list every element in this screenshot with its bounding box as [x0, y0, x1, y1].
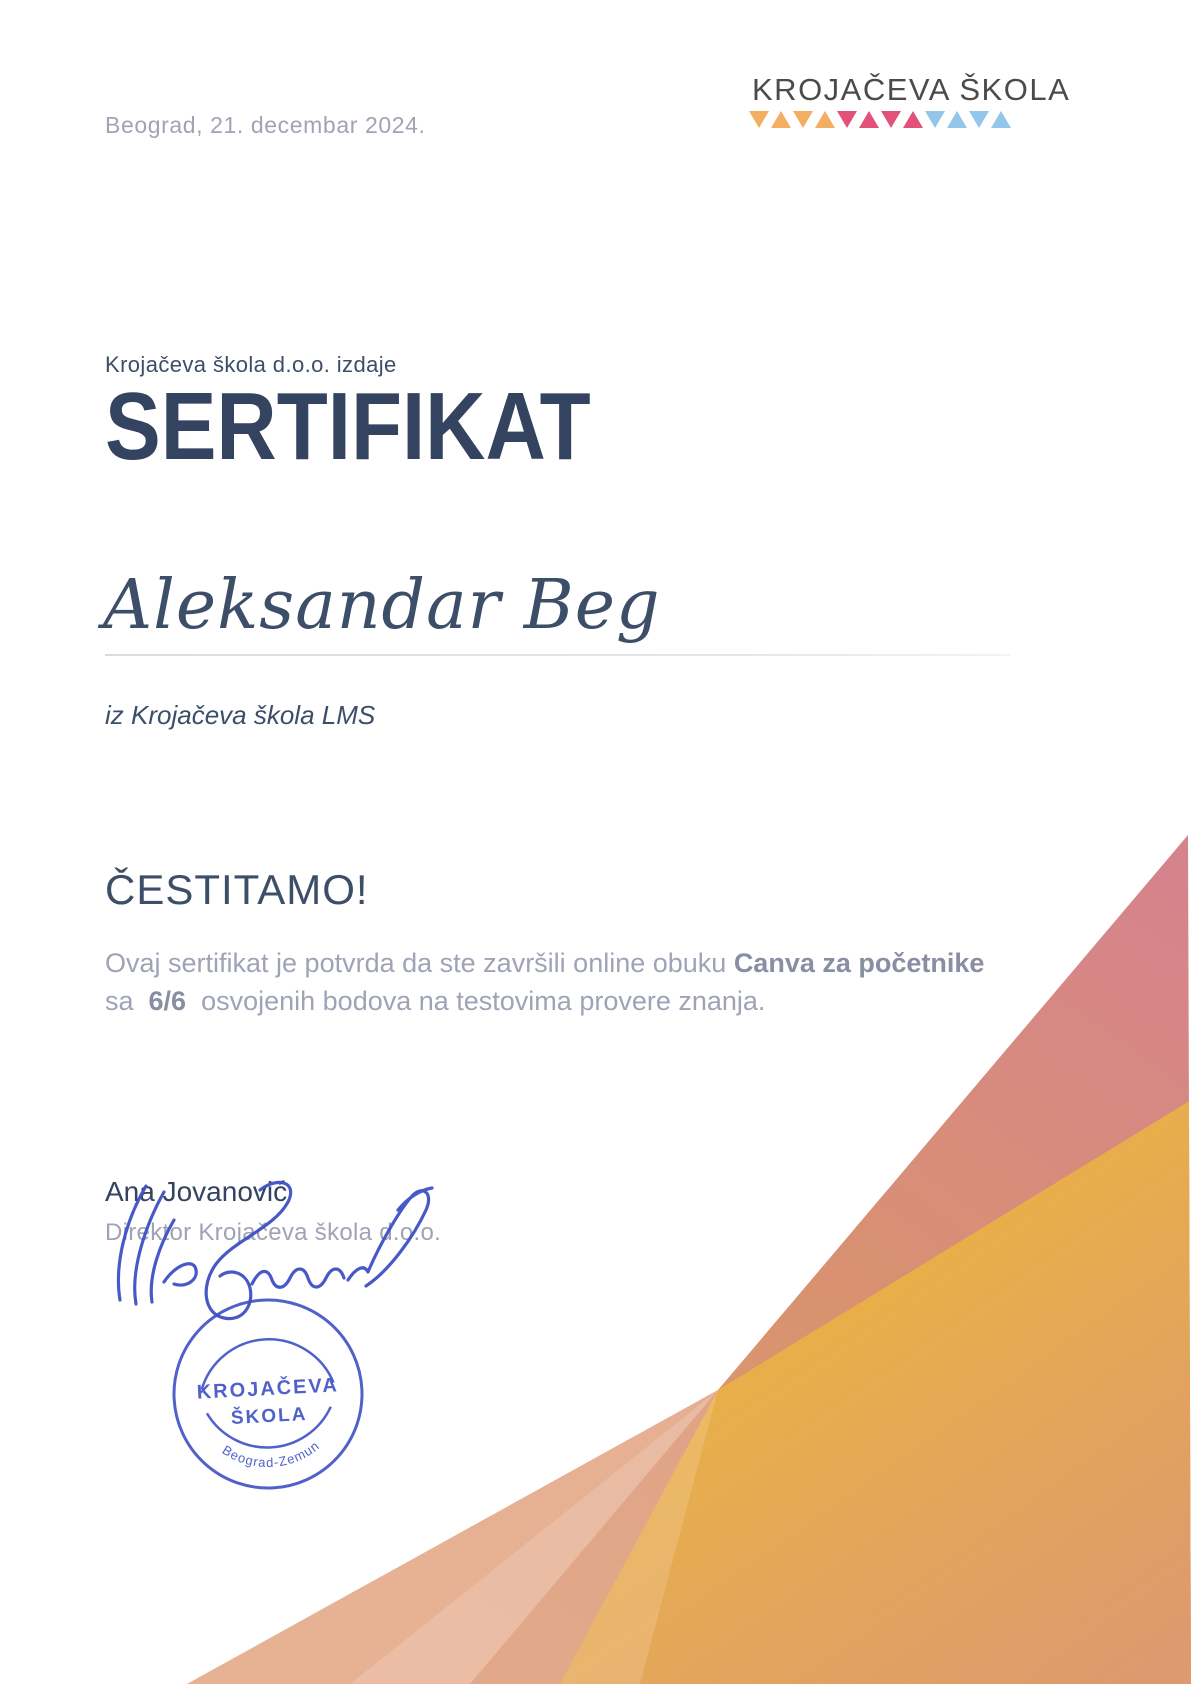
logo-triangle: [837, 111, 857, 128]
signature-stroke: [118, 1186, 174, 1304]
body-text-segment: Ovaj sertifikat je potvrda da ste završili online obuku: [105, 948, 734, 978]
score-value: 6/6: [148, 986, 187, 1016]
signature-stroke: [252, 1269, 344, 1287]
signature: [102, 1176, 438, 1344]
signature-stroke: [206, 1182, 291, 1318]
logo-triangle: [947, 111, 967, 128]
recipient-source: iz Krojačeva škola LMS: [105, 700, 376, 730]
congrats-heading: ČESTITAMO!: [105, 866, 369, 913]
stamp-arc-text: Beograd-Zemun: [219, 1437, 323, 1471]
signatory-name: Ana Jovanović: [105, 1176, 288, 1207]
signature-stroke: [348, 1191, 429, 1286]
body-line-1: [105, 944, 1095, 982]
logo-triangle-band: [749, 111, 1011, 129]
logo-triangle: [793, 111, 813, 128]
certificate-title: SERTIFIKAT: [105, 373, 591, 480]
body-text: [105, 944, 1095, 1020]
course-name: Canva za početnike: [733, 948, 985, 978]
stamp-text-line2: ŠKOLA: [230, 1403, 308, 1429]
signatory-title: Direktor Krojačeva škola d.o.o.: [105, 1219, 442, 1246]
logo-triangle: [991, 111, 1011, 128]
stamp-text-line1: KROJAČEVA: [196, 1374, 340, 1404]
body-line-2: [105, 982, 1095, 1020]
logo-triangle: [969, 111, 989, 128]
logo-triangle: [903, 111, 923, 128]
body-text-segment: sa: [105, 986, 149, 1016]
logo-triangle: [925, 111, 945, 128]
date-text: Beograd, 21. decembar 2024.: [105, 112, 426, 138]
logo-triangle: [771, 111, 791, 128]
body-text-segment: osvojenih bodova na testovima provere znanja.: [186, 986, 766, 1016]
logo-triangle: [881, 111, 901, 128]
issuer-line: Krojačeva škola d.o.o. izdaje: [105, 352, 397, 377]
logo-text: KROJAČEVA ŠKOLA: [752, 72, 1071, 107]
logo-triangle: [815, 111, 835, 128]
logo-triangle: [749, 111, 769, 128]
logo-triangle: [859, 111, 879, 128]
signature-stroke: [164, 1264, 196, 1285]
name-underline: [105, 654, 1010, 656]
recipient-name: Aleksandar Beg: [103, 566, 661, 645]
